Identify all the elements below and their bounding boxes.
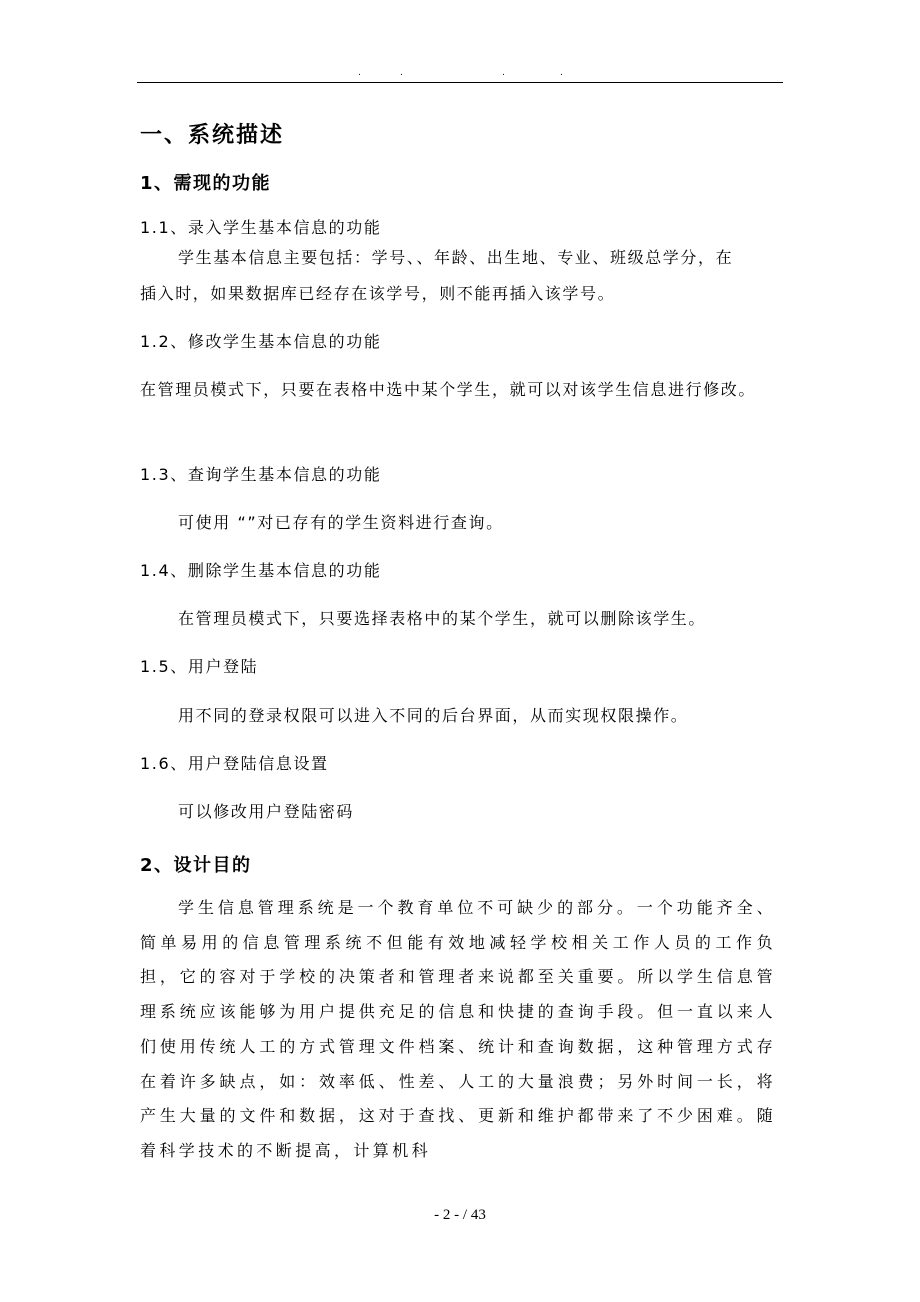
item-body-line: 可使用 “”对已存有的学生资料进行查询。 <box>178 513 504 532</box>
header-mark: . <box>358 68 361 78</box>
item-heading-1-3: 1.3、查询学生基本信息的功能 <box>140 465 382 484</box>
subsection-title-functions: 1、需现的功能 <box>140 173 272 194</box>
item-body-line: 学生基本信息主要包括：学号、、年龄、出生地、专业、班级总学分，在 <box>178 248 734 267</box>
item-body-line: 用不同的登录权限可以进入不同的后台界面，从而实现权限操作。 <box>178 706 689 725</box>
item-heading-1-2: 1.2、修改学生基本信息的功能 <box>140 332 382 351</box>
item-body-line: 可以修改用户登陆密码 <box>178 802 355 821</box>
item-body-line: 在管理员模式下，只要在表格中选中某个学生，就可以对该学生信息进行修改。 <box>140 380 757 399</box>
item-body-line: 插入时，如果数据库已经存在该学号，则不能再插入该学号。 <box>140 284 616 303</box>
item-heading-1-6: 1.6、用户登陆信息设置 <box>140 754 329 773</box>
purpose-paragraph: 学生信息管理系统是一个教育单位不可缺少的部分。一个功能齐全、简单易用的信息管理系统不但能有效地减轻学校相关工作人员的工作负担，它的容对于学校的决策者和管理者来说都至关重要。所以学生信息管理系统应该能够为用户提供充足的信息和快捷的查询手段。但一直以来人们使用传统人工的方式管理文件档案、统计和查询数据，这种管理方式存在着许多缺点，如：效率低、性差、人工的大量浪费；另外时间一长，将产生大量的文件和数据，这对于查找、更新和维护都带来了不少困难。随着科学技术的不断提高，计算机科 <box>140 898 776 1160</box>
subsection-title-purpose: 2、设计目的 <box>140 855 252 876</box>
header-mark: . <box>502 68 505 78</box>
header-mark: . <box>400 68 403 78</box>
header-mark: . <box>560 68 563 78</box>
header-marks <box>350 66 580 80</box>
section-title: 一、系统描述 <box>140 123 285 148</box>
item-heading-1-1: 1.1、录入学生基本信息的功能 <box>140 218 382 237</box>
page-number: - 2 - / 43 <box>434 1207 486 1223</box>
item-heading-1-4: 1.4、删除学生基本信息的功能 <box>140 561 382 580</box>
item-body-line: 在管理员模式下，只要选择表格中的某个学生，就可以删除该学生。 <box>178 609 707 628</box>
header-rule <box>137 82 783 83</box>
item-heading-1-5: 1.5、用户登陆 <box>140 657 259 676</box>
